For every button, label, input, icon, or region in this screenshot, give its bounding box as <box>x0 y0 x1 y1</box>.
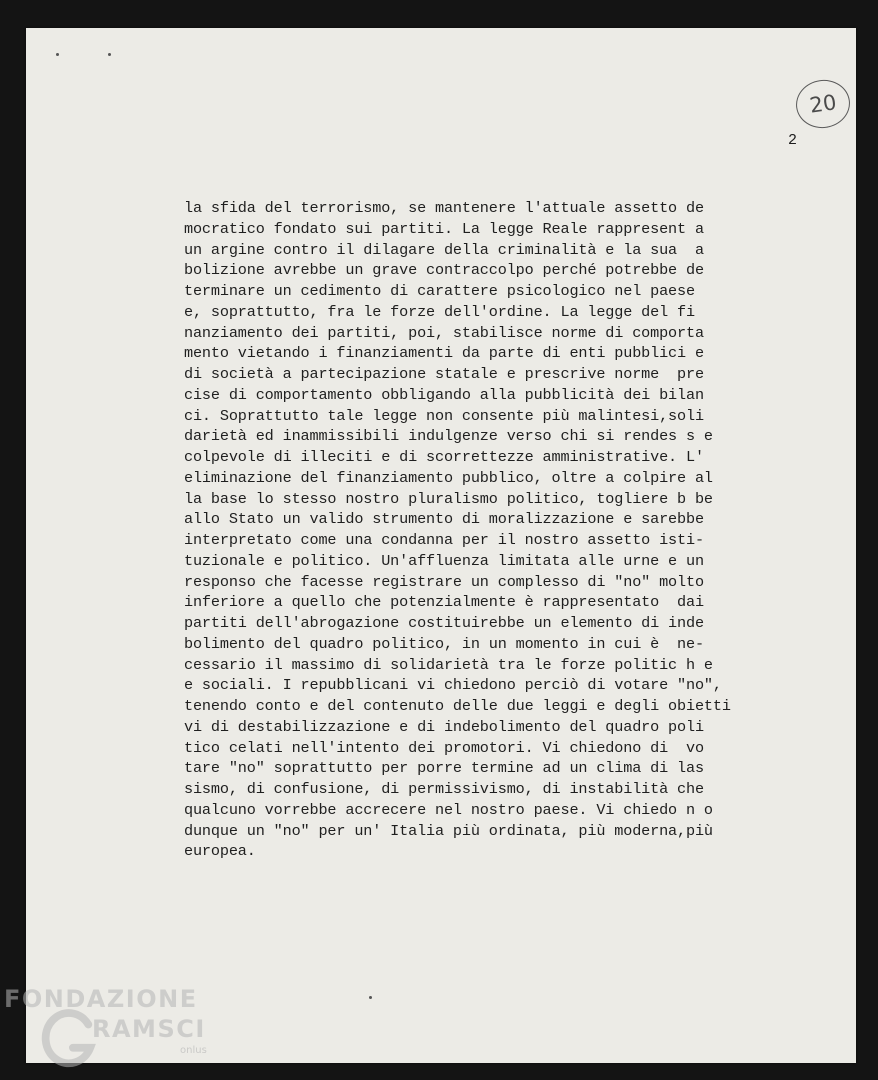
text-line: interpretato come una condanna per il nostro assetto isti- <box>184 531 704 549</box>
watermark-line-2: RAMSCI <box>92 1015 206 1043</box>
text-line: bolimento del quadro politico, in un momento in cui è ne- <box>184 634 704 653</box>
text-line: partiti dell'abrogazione costituirebbe un elemento di inde <box>184 614 704 632</box>
text-line: bolizione avrebbe un grave contraccolpo perché potrebbe de <box>184 261 704 280</box>
paper-speck <box>369 996 372 999</box>
text-line: tico celati nell'intento dei promotori. Vi chiedono di vo <box>184 738 704 757</box>
typed-body-text <box>184 198 806 862</box>
text-line: e sociali. I repubblicani vi chiedono perciò di votare "no", <box>184 676 722 695</box>
text-line: sismo, di confusione, di permissivismo, di instabilità che <box>184 780 704 798</box>
paper-speck <box>56 53 59 56</box>
archive-number-stamp <box>793 76 853 131</box>
text-line: terminare un cedimento di carattere psicologico nel paese <box>184 282 695 300</box>
text-line: di società a partecipazione statale e prescrive norme pre <box>184 365 704 383</box>
text-line: un argine contro il dilagare della criminalità e la sua a <box>184 240 704 259</box>
text-line: darietà ed inammissibili indulgenze verso chi si rendes s e <box>184 427 713 446</box>
text-line: cessario il massimo di solidarietà tra le forze politic h e <box>184 655 713 674</box>
text-line: colpevole di illeciti e di scorrettezze amministrative. L' <box>184 448 704 466</box>
text-line: cise di comportamento obbligando alla pubblicità dei bilan <box>184 385 704 404</box>
text-line: mocratico fondato sui partiti. La legge Reale rappresent a <box>184 219 704 238</box>
watermark-line-1: FONDAZIONE <box>4 985 198 1013</box>
text-line: nanziamento dei partiti, poi, stabilisce norme di comporta <box>184 323 704 342</box>
archive-number: 20 <box>808 90 838 118</box>
fondazione-gramsci-watermark <box>4 985 224 1080</box>
text-line: la sfida del terrorismo, se mantenere l'attuale assetto de <box>184 199 704 217</box>
text-line: tenendo conto e del contenuto delle due leggi e degli obietti <box>184 697 731 715</box>
text-line: qualcuno vorrebbe accrecere nel nostro paese. Vi chiedo n o <box>184 800 713 819</box>
page-number: 2 <box>788 132 798 149</box>
gramsci-g-logo-icon <box>40 1009 98 1071</box>
text-line: allo Stato un valido strumento di moralizzazione e sarebbe <box>184 510 704 529</box>
text-line: la base lo stesso nostro pluralismo politico, togliere b be <box>184 489 713 508</box>
text-line: e, soprattutto, fra le forze dell'ordine. La legge del fi <box>184 302 695 321</box>
text-line: dunque un "no" per un' Italia più ordinata, più moderna,più <box>184 821 713 840</box>
text-line: tare "no" soprattutto per porre termine ad un clima di las <box>184 759 704 778</box>
text-line: inferiore a quello che potenzialmente è rappresentato dai <box>184 593 704 612</box>
paper-speck <box>108 53 111 56</box>
text-line: europea. <box>184 842 256 861</box>
text-line: ci. Soprattutto tale legge non consente più malintesi,soli <box>184 406 704 425</box>
document-page <box>26 28 856 1063</box>
text-line: responso che facesse registrare un complesso di "no" molto <box>184 572 704 591</box>
watermark-suffix: onlus <box>180 1045 207 1056</box>
text-line: tuzionale e politico. Un'affluenza limitata alle urne e un <box>184 551 704 570</box>
text-line: mento vietando i finanziamenti da parte di enti pubblici e <box>184 344 704 363</box>
text-line: eliminazione del finanziamento pubblico, oltre a colpire al <box>184 468 713 487</box>
text-line: vi di destabilizzazione e di indebolimento del quadro poli <box>184 717 704 736</box>
